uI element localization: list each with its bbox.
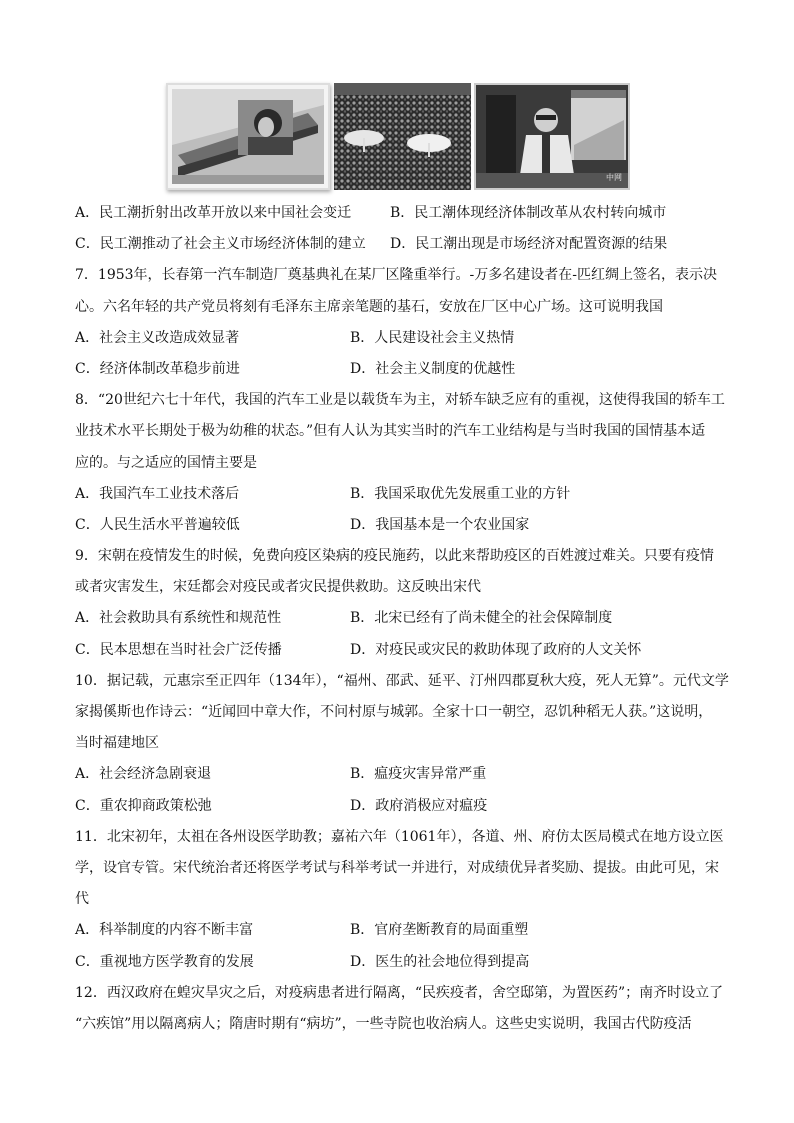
q9-stem-line: 或者灾害发生，宋廷都会对疫民或者灾民提供救助。这反映出宋代: [75, 579, 481, 596]
q9-options-row-2: [75, 635, 725, 666]
q6-option-d: D．民工潮出现是市场经济对配置资源的结果: [390, 236, 668, 253]
q8-options-row-1: [75, 479, 725, 510]
q9-stem-line: 9．宋朝在疫情发生的时候，免费向疫区染病的疫民施药，以此来帮助疫区的百姓渡过难关。只要有疫情: [75, 548, 714, 565]
exam-content: [75, 198, 729, 1040]
q7-option-c: C．经济体制改革稳步前进: [75, 360, 240, 377]
photo-watermark: 中网: [606, 173, 622, 182]
q7-stem-line: 心。六名年轻的共产党员将刻有毛泽东主席亲笔题的基石，安放在厂区中心广场。这可说明我国: [75, 298, 663, 315]
q9-option-a: A．社会救助具有系统性和规范性: [75, 610, 282, 627]
q7-options-row-2: [75, 354, 725, 385]
q11-options-row-2: [75, 947, 725, 978]
q7-option-b: B．人民建设社会主义热情: [350, 329, 515, 346]
q10-options-row-2: [75, 791, 725, 822]
q7-stem-line: 7．1953年，长春第一汽车制造厂奠基典礼在某厂区隆重举行。-万多名建设者在-匹红绸上签名，表示决: [75, 267, 717, 284]
q7-option-d: D．社会主义制度的优越性: [350, 360, 516, 377]
q11-option-a: A．科举制度的内容不断丰富: [75, 922, 254, 939]
q6-option-b: B．民工潮体现经济体制改革从农村转向城市: [390, 205, 667, 221]
q8-stem-line: 应的。与之适应的国情主要是: [75, 454, 257, 471]
q7-options-row-1: [75, 323, 725, 354]
q9-options-row-1: [75, 603, 725, 634]
q11-option-d: D．医生的社会地位得到提高: [350, 953, 530, 970]
photo-man-on-train: [474, 83, 630, 190]
q6-options-row-1: [75, 198, 725, 229]
q11-options-row-1: [75, 915, 725, 946]
q10-option-c: C．重农抑商政策松弛: [75, 797, 212, 814]
q8-stem-line: 业技术水平长期处于极为幼稚的状态。”但有人认为其实当时的汽车工业结构是与当时我国的国情基本适: [75, 423, 706, 440]
q10-stem-line: 当时福建地区: [75, 735, 159, 752]
q10-option-d: D．政府消极应对瘟疫: [350, 797, 488, 814]
q6-option-c: C．民工潮推动了社会主义市场经济体制的建立: [75, 236, 366, 253]
q8-option-d: D．我国基本是一个农业国家: [350, 516, 530, 533]
q10-options-row-1: [75, 759, 725, 790]
photo-strip: [166, 83, 630, 190]
photo-woman-at-train-window: [166, 83, 330, 190]
q8-option-a: A．我国汽车工业技术落后: [75, 485, 240, 502]
q9-option-c: C．民本思想在当时社会广泛传播: [75, 641, 282, 658]
q9-option-d: D．对疫民或灾民的救助体现了政府的人文关怀: [350, 641, 642, 658]
q7-option-a: A．社会主义改造成效显著: [75, 329, 240, 346]
q11-stem-line: 学，设官专管。宋代统治者还将医学考试与科举考试一并进行，对成绩优异者奖励、提拔。由此可见，宋: [75, 859, 719, 876]
q12-stem-line: 12．西汉政府在蝗灾旱灾之后，对疫病患者进行隔离，“民疾疫者，舍空邸第，为置医药”；南齐时设立了: [75, 984, 724, 1001]
q10-option-a: A．社会经济急剧衰退: [75, 766, 212, 783]
q12-stem-line: “六疾馆”用以隔离病人；隋唐时期有“病坊”，一些寺院也收治病人。这些史实说明，我国古代防疫活: [75, 1015, 692, 1032]
q11-option-b: B．官府垄断教育的局面重塑: [350, 922, 529, 939]
q9-option-b: B．北宋已经有了尚未健全的社会保障制度: [350, 610, 613, 627]
q8-options-row-2: [75, 510, 725, 541]
q6-option-a: A．民工潮折射出改革开放以来中国社会变迁: [75, 205, 352, 221]
q11-option-c: C．重视地方医学教育的发展: [75, 953, 254, 970]
q6-options-row-2: [75, 229, 725, 260]
q11-stem-line: 代: [75, 891, 89, 908]
q8-stem-line: 8．“20世纪六七十年代，我国的汽车工业是以载货车为主，对轿车缺乏应有的重视，这使得我国的轿车工: [75, 392, 725, 409]
q11-stem-line: 11．北宋初年，太祖在各州设医学助教；嘉祐六年（1061年），各道、州、府仿太医局模式在地方设立医: [75, 828, 724, 845]
q10-stem-line: 家揭傒斯也作诗云：“近闻回中章大作，不问村原与城郭。全家十口一朝空，忍饥种稻无人获。”这说明，: [75, 704, 713, 720]
q8-option-b: B．我国采取优先发展重工业的方针: [350, 485, 571, 502]
photo-crowd-at-station: [334, 83, 471, 190]
q10-option-b: B．瘟疫灾害异常严重: [350, 766, 487, 783]
q10-stem-line: 10．据记载，元惠宗至正四年（134年），“福州、邵武、延平、汀州四郡夏秋大疫，死人无算”。元代文学: [75, 672, 729, 689]
q8-option-c: C．人民生活水平普遍较低: [75, 516, 240, 533]
